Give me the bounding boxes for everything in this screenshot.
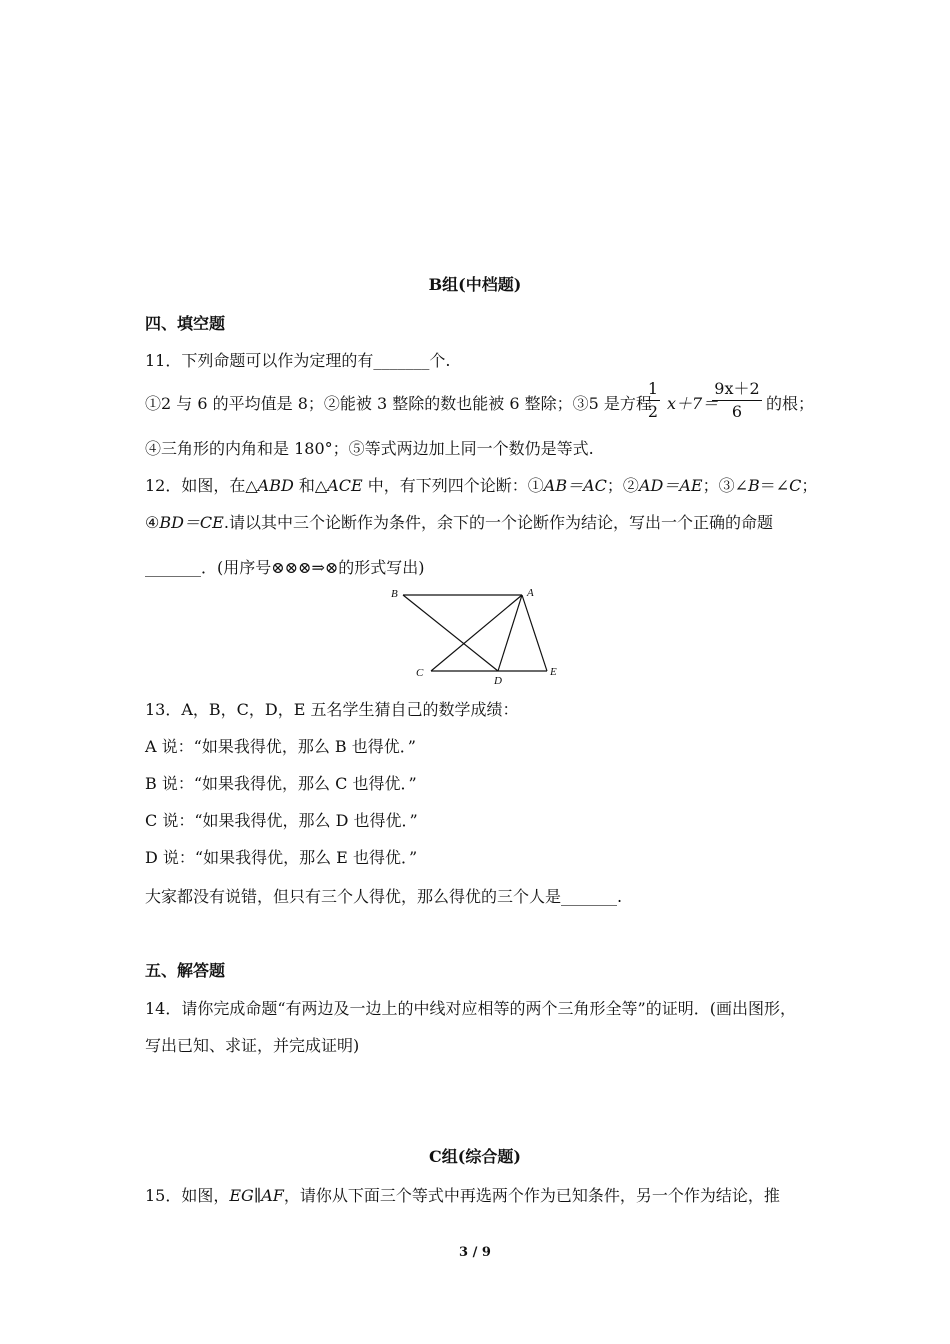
section-c-title: C组(综合题) bbox=[429, 1147, 521, 1166]
q12-text: ＝∠ bbox=[759, 476, 790, 495]
q11-line2: ④三角形的内角和是 180°；⑤等式两边加上同一个数仍是等式. bbox=[145, 439, 594, 458]
q12-line2 bbox=[145, 510, 773, 533]
label-c: C bbox=[416, 667, 424, 679]
q15-parallel: EG∥AF bbox=[229, 1186, 284, 1205]
label-e: E bbox=[550, 666, 557, 678]
q11-fraction-rhs bbox=[712, 381, 762, 420]
segment-ca bbox=[431, 595, 522, 671]
label-b: B bbox=[391, 588, 398, 600]
segment-bd bbox=[403, 595, 498, 671]
triangle-abd: ABD bbox=[257, 476, 294, 495]
q11-line1 bbox=[145, 391, 652, 414]
q13-statement-c: C 说：“如果我得优，那么 D 也得优．” bbox=[145, 811, 418, 830]
q12-text: 12．如图，在△ bbox=[145, 476, 258, 495]
segment-ad bbox=[498, 595, 522, 671]
q11-frac1-num: 1 bbox=[647, 379, 659, 398]
q12-text: 中，有下列四个论断：① bbox=[362, 476, 544, 495]
q12-text: ；③∠ bbox=[702, 476, 748, 495]
q12-line1 bbox=[145, 473, 817, 496]
q11-line1-text: ①2 与 6 的平均值是 8；②能被 3 整除的数也能被 6 整除；③5 是方程 bbox=[145, 394, 652, 413]
q15-text: 15．如图， bbox=[145, 1186, 230, 1205]
claim-4: BD＝CE bbox=[159, 513, 224, 532]
q14-line1: 14．请你完成命题“有两边及一边上的中线对应相等的两个三角形全等”的证明．(画出图形， bbox=[145, 999, 796, 1018]
section-b-title: B组(中档题) bbox=[428, 275, 522, 294]
answer-heading: 五、解答题 bbox=[145, 961, 226, 980]
label-d: D bbox=[494, 675, 502, 684]
claim-2: AD＝AE bbox=[638, 476, 703, 495]
fraction-bar bbox=[646, 400, 660, 401]
q11-frac1-den: 2 bbox=[647, 402, 659, 421]
q11-equation-mid: x＋7＝ bbox=[667, 394, 719, 413]
label-a: A bbox=[527, 587, 534, 599]
claim-3b: C bbox=[789, 476, 802, 495]
q13-stem: 13．A，B，C，D，E 五名学生猜自己的数学成绩： bbox=[145, 700, 519, 719]
page-number: 3 / 9 bbox=[459, 1245, 491, 1260]
q13-statement-b: B 说：“如果我得优，那么 C 也得优．” bbox=[145, 774, 417, 793]
fraction-bar bbox=[712, 400, 762, 401]
q12-text: .请以其中三个论断作为条件，余下的一个论断作为结论，写出一个正确的命题 bbox=[223, 513, 773, 532]
q11-frac2-num: 9x＋2 bbox=[714, 379, 760, 398]
q15-text: ，请你从下面三个等式中再选两个作为已知条件，另一个作为结论，推 bbox=[283, 1186, 780, 1205]
q12-text: ；② bbox=[606, 476, 639, 495]
claim-3a: B bbox=[747, 476, 760, 495]
q13-statement-d: D 说：“如果我得优，那么 E 也得优．” bbox=[145, 848, 418, 867]
q12-line3: _______．(用序号⊗⊗⊗⇒⊗的形式写出) bbox=[145, 558, 425, 577]
q12-text: ④ bbox=[145, 513, 160, 532]
segment-ae bbox=[522, 595, 547, 671]
q12-text: 和△ bbox=[293, 476, 328, 495]
q12-geometry-figure bbox=[385, 584, 575, 684]
triangle-ace: ACE bbox=[327, 476, 363, 495]
q11-stem: 11．下列命题可以作为定理的有_______个. bbox=[145, 351, 451, 370]
q12-text: ； bbox=[801, 476, 818, 495]
q11-frac2-den: 6 bbox=[731, 402, 743, 421]
q11-line1-end: 的根； bbox=[766, 394, 815, 413]
q14-line2: 写出已知、求证，并完成证明) bbox=[145, 1036, 360, 1055]
claim-1: AB＝AC bbox=[543, 476, 607, 495]
q15-line1 bbox=[145, 1183, 780, 1206]
q13-question: 大家都没有说错，但只有三个人得优，那么得优的三个人是_______. bbox=[145, 887, 623, 906]
q11-fraction-half bbox=[646, 381, 660, 420]
fill-in-heading: 四、填空题 bbox=[145, 314, 226, 333]
q13-statement-a: A 说：“如果我得优，那么 B 也得优．” bbox=[145, 737, 416, 756]
